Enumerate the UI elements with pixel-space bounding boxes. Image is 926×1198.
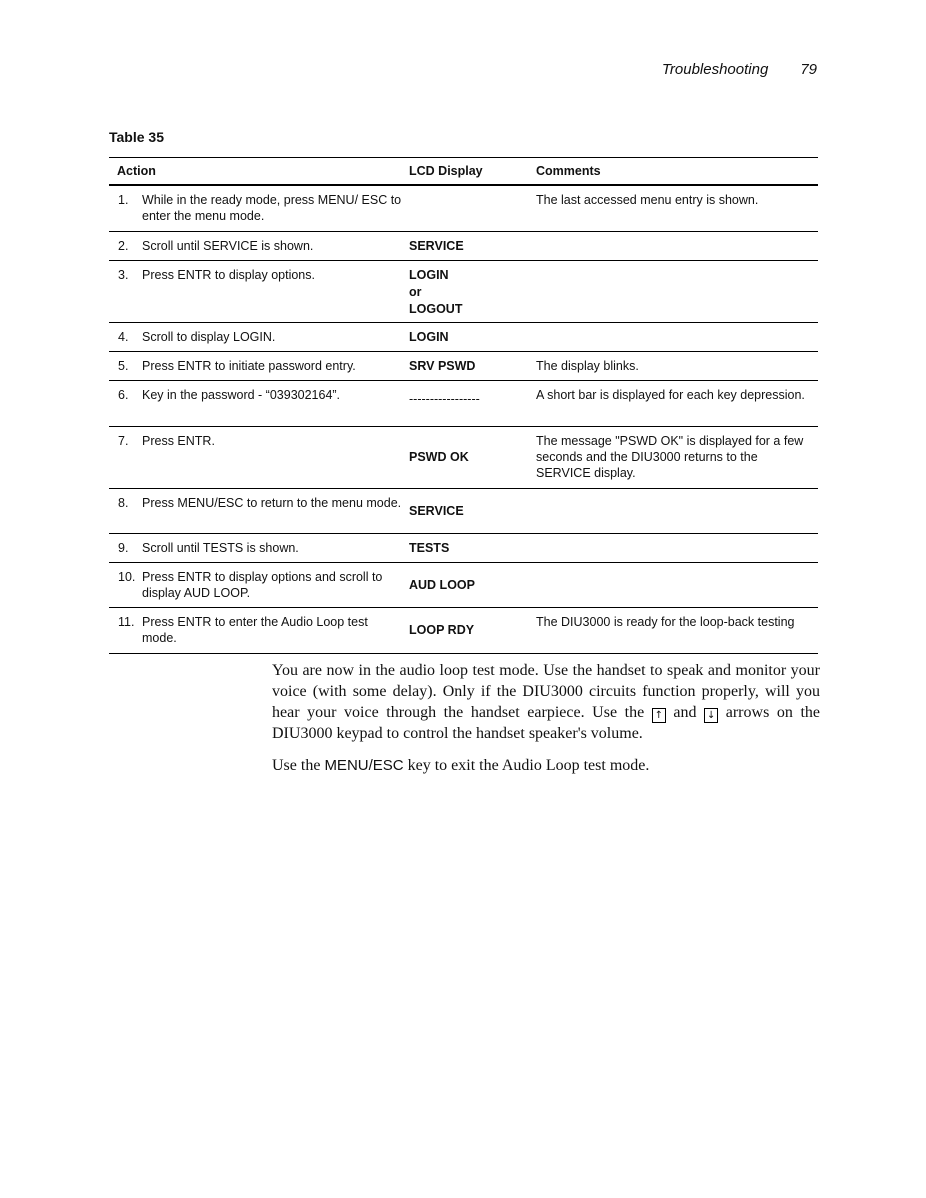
- comment-cell: [536, 261, 818, 322]
- action-cell: [109, 323, 409, 351]
- action-cell: [109, 352, 409, 380]
- action-text: Press ENTR to display options.: [142, 268, 315, 282]
- lcd-cell: AUD LOOP: [409, 577, 475, 592]
- comment-cell: The last accessed menu entry is shown.: [536, 193, 759, 207]
- paragraph-text: key to exit the Audio Loop test mode.: [407, 757, 650, 774]
- table-row: [109, 232, 818, 261]
- step-number: 6.: [118, 388, 129, 402]
- step-number: 1.: [118, 193, 129, 207]
- action-text: Press ENTR to initiate password entry.: [142, 359, 356, 373]
- procedure-table: [109, 157, 818, 654]
- comment-cell: [536, 534, 818, 562]
- body-paragraph-loop-mode: [272, 660, 820, 744]
- action-text: While in the ready mode, press MENU/ ESC to enter the menu mode.: [142, 193, 402, 223]
- password-dashes: -----------------: [409, 392, 480, 406]
- comment-cell: [536, 563, 818, 607]
- paragraph-text: and: [673, 704, 697, 721]
- action-cell: [109, 534, 409, 562]
- lcd-cell: SERVICE: [409, 239, 464, 253]
- step-number: 2.: [118, 239, 129, 253]
- action-cell: [109, 489, 409, 533]
- table-row: [109, 381, 818, 427]
- menu-esc-key-label: MENU/ESC: [324, 757, 404, 774]
- action-text: Scroll until TESTS is shown.: [142, 541, 299, 555]
- paragraph-text: arrows on the DIU3000 keypad to control the handset speaker's volume.: [272, 704, 821, 742]
- paragraph-text: Use the: [272, 757, 321, 774]
- table-row: [109, 261, 818, 323]
- action-cell: [109, 261, 409, 322]
- lcd-cell: [409, 381, 536, 426]
- table-row: [109, 563, 818, 608]
- table-row: [109, 534, 818, 563]
- action-cell: [109, 381, 409, 426]
- column-header-lcd-display: LCD Display: [409, 164, 483, 178]
- table-row: [109, 489, 818, 534]
- table-row: [109, 186, 818, 232]
- running-header: [662, 61, 817, 78]
- action-cell: [109, 608, 409, 653]
- action-text: Key in the password - “039302164”.: [142, 388, 341, 402]
- table-row: [109, 352, 818, 381]
- step-number: 4.: [118, 330, 129, 344]
- action-text: Press ENTR to enter the Audio Loop test mode.: [142, 615, 368, 645]
- column-header-comments: Comments: [536, 164, 601, 178]
- table-row: [109, 608, 818, 654]
- comment-cell: [536, 323, 818, 351]
- comment-cell: [536, 232, 818, 260]
- page-number: 79: [800, 61, 817, 78]
- paragraph-text: You are now in the audio loop test mode. Use the handset to speak and monitor your voice (with some delay). Only if the DIU3000 circuits function properly, will you hear your voice through the handset earpiece. Use the: [272, 662, 820, 721]
- lcd-cell: PSWD OK: [409, 450, 469, 464]
- table-header-row: [109, 157, 818, 186]
- comment-cell: [536, 489, 818, 533]
- comment-cell: The DIU3000 is ready for the loop-back testing: [536, 615, 795, 629]
- lcd-cell: TESTS: [409, 541, 450, 555]
- step-number: 9.: [118, 541, 129, 555]
- action-text: Scroll to display LOGIN.: [142, 330, 276, 344]
- table-caption: Table 35: [109, 129, 164, 145]
- lcd-cell: LOGIN: [409, 330, 449, 344]
- step-number: 10.: [118, 570, 136, 584]
- lcd-cell: [409, 261, 536, 322]
- up-arrow-key-icon: ↑: [652, 708, 666, 723]
- step-number: 7.: [118, 434, 129, 448]
- action-text: Scroll until SERVICE is shown.: [142, 239, 314, 253]
- down-arrow-key-icon: ↓: [704, 708, 718, 723]
- action-cell: [109, 232, 409, 260]
- lcd-line: LOGIN: [409, 268, 449, 282]
- table-row: [109, 323, 818, 352]
- lcd-line: LOGOUT: [409, 302, 463, 316]
- comment-cell: The message "PSWD OK" is displayed for a few seconds and the DIU3000 returns to the SERVICE display.: [536, 434, 804, 480]
- action-text: Press MENU/ESC to return to the menu mode.: [142, 496, 402, 510]
- body-paragraph-exit: [272, 755, 820, 776]
- lcd-cell: [409, 186, 536, 231]
- action-cell: [109, 427, 409, 488]
- step-number: 11.: [118, 615, 135, 629]
- comment-cell: A short bar is displayed for each key depression.: [536, 388, 805, 402]
- column-header-action: Action: [117, 164, 156, 178]
- table-row: [109, 427, 818, 489]
- step-number: 5.: [118, 359, 129, 373]
- action-text: Press ENTR.: [142, 434, 215, 448]
- comment-cell: The display blinks.: [536, 359, 639, 373]
- action-cell: [109, 186, 409, 231]
- action-cell: [109, 563, 409, 607]
- action-text: Press ENTR to display options and scroll to display AUD LOOP.: [142, 570, 383, 600]
- step-number: 8.: [118, 496, 129, 510]
- lcd-cell: LOOP RDY: [409, 623, 475, 637]
- lcd-cell: SERVICE: [409, 503, 464, 518]
- lcd-line: or: [409, 285, 422, 299]
- lcd-cell: SRV PSWD: [409, 359, 476, 373]
- step-number: 3.: [118, 268, 129, 282]
- section-title: Troubleshooting: [661, 61, 769, 78]
